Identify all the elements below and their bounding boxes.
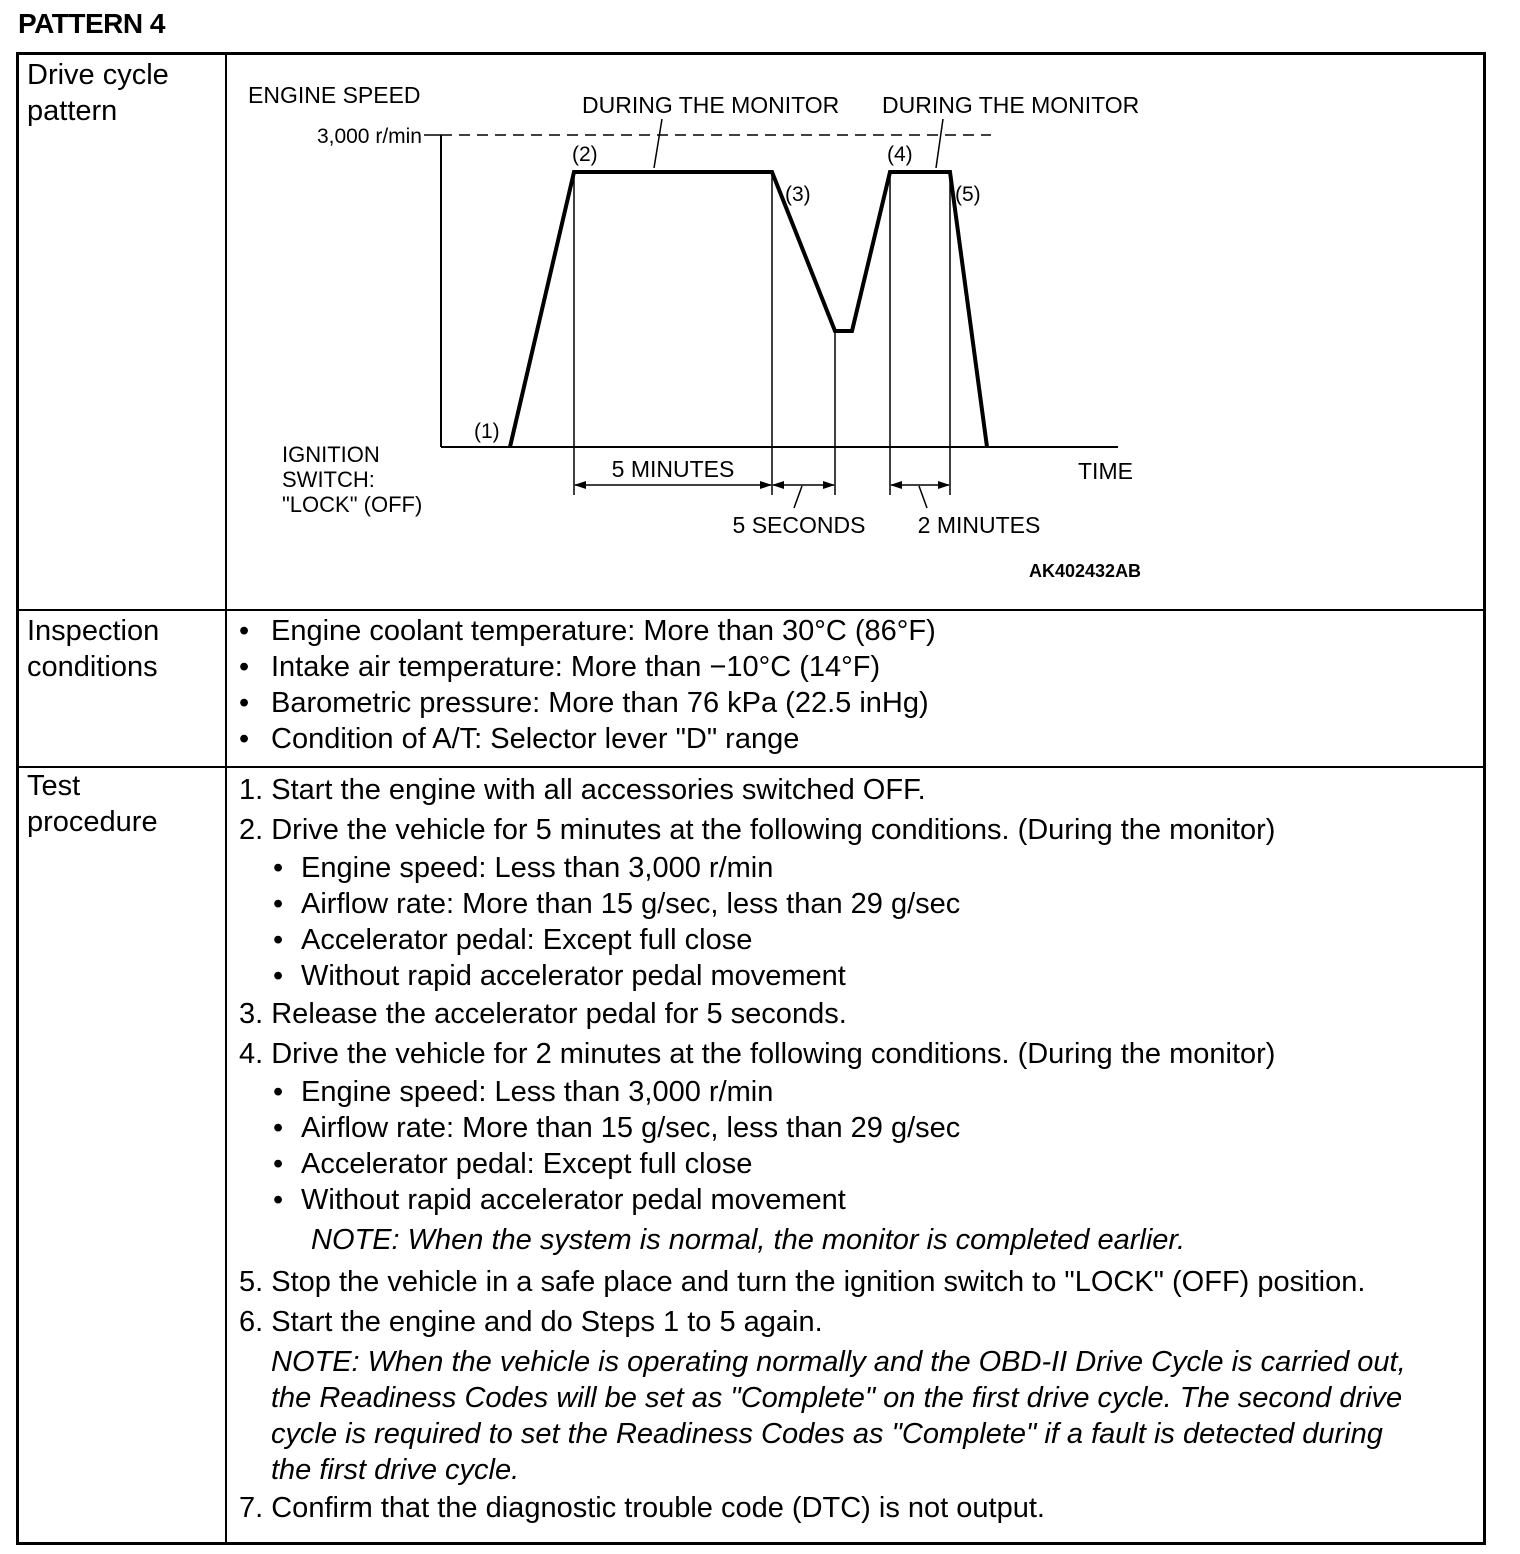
point-label: (3) xyxy=(785,183,811,206)
monitor-label: DURING THE MONITOR xyxy=(582,92,840,118)
bullet-icon: • xyxy=(273,960,284,992)
list-item: • Airflow rate: More than 15 g/sec, less than 29 g/sec xyxy=(273,1112,961,1144)
x-axis-label: TIME xyxy=(1078,458,1133,484)
note-line: NOTE: When the vehicle is operating normally and the OBD-II Drive Cycle is carried out, xyxy=(271,1346,1406,1378)
ignition-label: "LOCK" (OFF) xyxy=(282,492,423,517)
inspection-label xyxy=(27,613,217,685)
note-line: the Readiness Codes will be set as "Complete" on the first drive cycle. The second drive xyxy=(271,1382,1403,1414)
leader-line xyxy=(654,119,662,168)
procedure-step: 3. Release the accelerator pedal for 5 seconds. xyxy=(239,998,847,1030)
bullet-icon: • xyxy=(273,1184,284,1216)
dim-5-minutes-label: 5 MINUTES xyxy=(611,456,735,482)
note-line: cycle is required to set the Readiness Codes as "Complete" if a fault is detected during xyxy=(271,1418,1383,1450)
procedure-step: 5. Stop the vehicle in a safe place and turn the ignition switch to "LOCK" (OFF) position. xyxy=(239,1266,1366,1298)
drive-cycle-label xyxy=(27,57,217,129)
list-item: • Airflow rate: More than 15 g/sec, less than 29 g/sec xyxy=(273,888,961,920)
list-item: • Intake air temperature: More than −10°C (14°F) xyxy=(239,651,881,683)
bullet-icon: • xyxy=(239,687,250,719)
procedure-step: 7. Confirm that the diagnostic trouble code (DTC) is not output. xyxy=(239,1492,1045,1524)
procedure-step: 4. Drive the vehicle for 2 minutes at the following conditions. (During the monitor) xyxy=(239,1038,1276,1070)
list-item: • Condition of A/T: Selector lever "D" range xyxy=(239,723,800,755)
leader-line xyxy=(936,119,943,168)
page-title: PATTERN 4 xyxy=(18,8,165,39)
bullet-icon: • xyxy=(273,852,284,884)
drive-cycle-diagram xyxy=(226,55,1481,607)
label-line: Drive cycle xyxy=(27,59,169,91)
note-line: the first drive cycle. xyxy=(271,1454,520,1486)
label-line: Inspection xyxy=(27,615,160,647)
label-line: conditions xyxy=(27,651,158,683)
label-line: procedure xyxy=(27,806,158,838)
list-item: • Engine coolant temperature: More than 30°C (86°F) xyxy=(239,615,936,647)
label-line: Test xyxy=(27,770,81,802)
bullet-icon: • xyxy=(273,888,284,920)
engine-speed-profile xyxy=(510,172,987,447)
point-label: (5) xyxy=(955,183,981,206)
row-divider xyxy=(19,609,1483,611)
monitor-label: DURING THE MONITOR xyxy=(882,92,1140,118)
dim-2-minutes-label: 2 MINUTES xyxy=(917,512,1041,538)
bullet-icon: • xyxy=(239,651,250,683)
list-item: • Engine speed: Less than 3,000 r/min xyxy=(273,1076,774,1108)
bullet-icon: • xyxy=(273,1076,284,1108)
leader-line xyxy=(919,486,927,508)
list-item: • Accelerator pedal: Except full close xyxy=(273,1148,753,1180)
procedure-note: NOTE: When the system is normal, the monitor is completed earlier. xyxy=(311,1224,1186,1256)
bullet-icon: • xyxy=(273,924,284,956)
point-label: (4) xyxy=(887,143,913,166)
leader-line xyxy=(794,486,802,508)
procedure-note xyxy=(239,1342,1473,1488)
test-procedure-label xyxy=(27,768,217,840)
bullet-icon: • xyxy=(239,723,250,755)
procedure-step: 1. Start the engine with all accessories switched OFF. xyxy=(239,774,926,806)
list-item: • Engine speed: Less than 3,000 r/min xyxy=(273,852,774,884)
inspection-conditions-list xyxy=(239,613,1473,757)
point-label: (1) xyxy=(474,420,500,443)
pattern-table xyxy=(16,52,1486,1545)
ignition-label: IGNITION xyxy=(282,442,380,467)
speed-level-label: 3,000 r/min xyxy=(316,125,422,148)
list-item: • Without rapid accelerator pedal movement xyxy=(273,1184,846,1216)
y-axis-label: ENGINE SPEED xyxy=(248,82,421,108)
list-item: • Without rapid accelerator pedal movement xyxy=(273,960,846,992)
figure-id: AK402432AB xyxy=(1029,561,1142,581)
list-item: • Barometric pressure: More than 76 kPa (22.5 inHg) xyxy=(239,687,929,719)
point-label: (2) xyxy=(572,143,598,166)
procedure-step: 2. Drive the vehicle for 5 minutes at the following conditions. (During the monitor) xyxy=(239,814,1276,846)
row-divider xyxy=(19,766,1483,768)
bullet-icon: • xyxy=(273,1148,284,1180)
procedure-step: 6. Start the engine and do Steps 1 to 5 again. xyxy=(239,1306,823,1338)
label-line: pattern xyxy=(27,95,118,127)
ignition-label: SWITCH: xyxy=(282,467,375,492)
bullet-icon: • xyxy=(273,1112,284,1144)
list-item: • Accelerator pedal: Except full close xyxy=(273,924,753,956)
dim-5-seconds-label: 5 SECONDS xyxy=(732,512,866,538)
test-procedure-list xyxy=(239,770,1473,1528)
bullet-icon: • xyxy=(239,615,250,647)
